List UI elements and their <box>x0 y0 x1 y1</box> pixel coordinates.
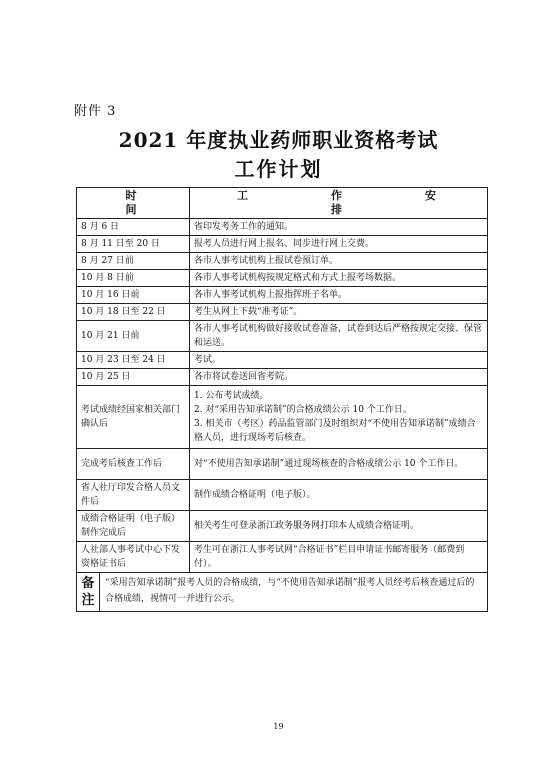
row-time-cell: 8 月 6 日 <box>77 219 190 236</box>
table-row <box>77 480 488 511</box>
work-line: 考生可在浙江人事考试网“合格证书”栏目申请证书邮寄服务（邮费到付）。 <box>194 545 465 569</box>
row-time-cell: 10 月 18 日至 22 日 <box>77 304 190 321</box>
table-row <box>77 352 488 369</box>
table-body <box>77 219 488 612</box>
row-work-cell <box>190 480 488 511</box>
row-time-cell: 人社部人事考试中心下发资格证书后 <box>77 542 190 573</box>
table-row <box>77 369 488 386</box>
note-label <box>77 573 100 611</box>
row-work-cell <box>190 321 488 352</box>
note-row <box>77 573 488 612</box>
document-subtitle: 工作计划 <box>234 157 323 181</box>
work-line: 1. 公布考试成绩。 <box>194 391 269 401</box>
table-row <box>77 542 488 573</box>
row-time-cell: 考试成绩经国家相关部门确认后 <box>77 386 190 449</box>
work-line: 考试。 <box>194 355 222 365</box>
work-plan-table <box>76 187 519 612</box>
table-row <box>77 287 488 304</box>
row-time-cell: 10 月 8 日前 <box>77 270 190 287</box>
row-time-cell: 10 月 16 日前 <box>77 287 190 304</box>
row-work-cell <box>190 511 488 542</box>
table-row <box>77 321 488 352</box>
work-line: 2. 对“采用告知承诺制”的合格成绩公示 10 个工作日。 <box>194 405 412 415</box>
work-line: 制作成绩合格证明（电子版）。 <box>194 490 316 500</box>
table-row <box>77 386 488 449</box>
row-time-cell: 成绩合格证明（电子版）制作完成后 <box>77 511 190 542</box>
row-work-cell <box>190 352 488 369</box>
row-time-cell: 10 月 23 日至 24 日 <box>77 352 190 369</box>
work-line: 各市人事考试机构做好接收试卷准备，试卷到达后严格按规定交接、保管和运送。 <box>194 324 483 348</box>
table-row <box>77 449 488 480</box>
work-line: 各市将试卷送回省考院。 <box>194 372 294 382</box>
row-work-cell <box>190 304 488 321</box>
document-title: 2021 年度执业药师职业资格考试 <box>118 128 439 152</box>
row-time-cell: 8 月 11 日至 20 日 <box>77 236 190 253</box>
work-line: 相关考生可登录浙江政务服务网打印本人成绩合格证明。 <box>194 521 420 531</box>
work-line: 考生从网上下载“准考证”。 <box>194 307 303 317</box>
table-row <box>77 511 488 542</box>
row-work-cell <box>190 287 488 304</box>
row-work-cell <box>190 219 488 236</box>
work-line: 报考人员进行网上报名、同步进行网上交费。 <box>194 239 375 249</box>
header-work: 工 作 安 排 <box>190 188 488 219</box>
row-work-cell <box>190 236 488 253</box>
note-label-char-1: 备 <box>81 576 95 591</box>
table-row <box>77 253 488 270</box>
row-time-cell: 省人社厅印发合格人员文件后 <box>77 480 190 511</box>
work-line: 各市人事考试机构上报试卷预订单。 <box>194 256 339 266</box>
work-line: 对“不使用告知承诺制”通过现场核查的合格成绩公示 10 个工作日。 <box>194 459 464 469</box>
row-work-cell <box>190 369 488 386</box>
table-row <box>77 304 488 321</box>
row-work-cell <box>190 449 488 480</box>
work-line: 各市人事考试机构按规定格式和方式上报考场数据。 <box>194 273 402 283</box>
row-work-cell <box>190 542 488 573</box>
work-line: 各市人事考试机构上报指挥班子名单。 <box>194 290 348 300</box>
row-time-cell: 完成考后核查工作后 <box>77 449 190 480</box>
row-work-cell <box>190 253 488 270</box>
page-number: 19 <box>273 722 284 731</box>
row-work-cell <box>190 270 488 287</box>
table-row <box>77 270 488 287</box>
table-row <box>77 219 488 236</box>
row-work-cell <box>190 386 488 449</box>
work-line: 省印发考务工作的通知。 <box>194 222 294 232</box>
row-time-cell: 10 月 21 日前 <box>77 321 190 352</box>
table-header-row <box>77 188 488 219</box>
row-time-cell: 8 月 27 日前 <box>77 253 190 270</box>
attachment-label: 附件 3 <box>74 104 117 119</box>
work-line: 3. 相关市（考区）药品监管部门及时组织对“不使用告知承诺制”成绩合格人员，进行现场考后核查。 <box>194 419 476 443</box>
row-time-cell: 10 月 25 日 <box>77 369 190 386</box>
note-label-char-2: 注 <box>81 593 95 608</box>
header-time: 时 间 <box>77 188 190 219</box>
note-wrap <box>77 573 487 611</box>
note-text: “采用告知承诺制”报考人员的合格成绩，与“不使用告知承诺制”报考人员经考后核查通过后的合格成绩，视情可一并进行公示。 <box>105 578 475 604</box>
table-row <box>77 236 488 253</box>
note-cell <box>77 573 488 612</box>
